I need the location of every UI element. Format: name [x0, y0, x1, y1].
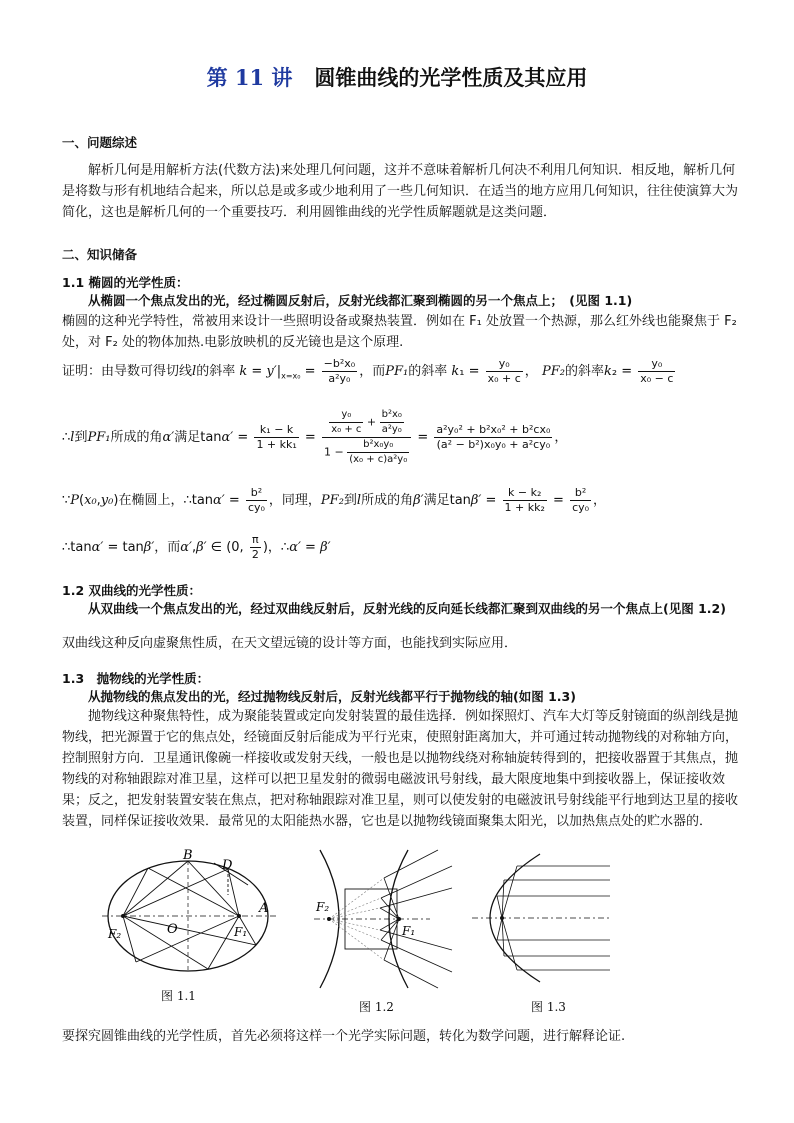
focus-f1: [397, 917, 401, 921]
focus-f1: [237, 914, 241, 918]
figure-1-1-ellipse: [96, 845, 286, 975]
focus-f2: [327, 917, 331, 921]
label-B: B: [183, 848, 193, 863]
proof-line-2: ∴l到PF₁所成的角α′满足tanα′ = $\frac{\text{k₁ − k}}{\text{1 + kk₁}}$ = $\frac{\text{y₀}}{\text{x₀ + c}}$ + $\frac{\text{b²x₀}}{\text{a²y₀}}$ 1 − $\frac{\text{b²x₀y₀}}{\text{(x₀ + c)a²y₀}}$ = $\frac{\text{a²y₀² + b²x₀² + b²cx₀}}{\text{(a² − b²)x₀y₀ + a²cy₀}}$ ，: [62, 409, 568, 465]
label-F1: F₁: [402, 924, 416, 938]
s12-heading: 1.2 双曲线的光学性质：: [62, 583, 201, 598]
caption-fig-1-3: 图 1.3: [531, 1000, 566, 1014]
s13-statement: 从抛物线的焦点发出的光，经过抛物线反射后，反射光线都平行于抛物线的轴(如图 1.3): [88, 689, 576, 704]
lecture-number: 第 11 讲: [206, 65, 293, 90]
reflection-rays: [123, 861, 256, 969]
proof-line-4: ∴tanα′ = tanβ′，而α′,β′ ∈ (0, $\frac{\pi}{2}$ )，∴α′ = β′: [62, 533, 331, 561]
s13-body: 抛物线这种聚焦特性，成为聚能装置或定向发射装置的最佳选择．例如探照灯、汽车大灯等反射镜面的纵剖线是抛物线，把光源置于它的焦点处，经镜面反射后能成为平行光束，使照射距离加大，并可通过转动抛物线的对称轴方向，控制照射方向．卫星通讯像碗一样接收或发射天线，一般也是以抛物线绕对称轴旋转得到的，把接收器置于其焦点，抛物线的对称轴跟踪对准卫星，这样可以把卫星发射的微弱电磁波讯号射线，最大限度地集中到接收器上，保证接收效果；反之，把发射装置安装在焦点，把对称轴跟踪对准卫星，则可以使发射的电磁波讯号射线能平行地到达卫星的接收装置，同样保证接收效果．最常见的太阳能热水器，它也是以抛物线镜面聚集太阳光，以加热焦点处的贮水器的．: [62, 709, 739, 829]
s11-body: 椭圆的这种光学特性，常被用来设计一些照明设备或聚热装置．例如在 F₁ 处放置一个热源，那么红外线也能聚焦于 F₂ 处，对 F₂ 处的物体加热.电影放映机的反光镜也是这个原理.: [62, 314, 737, 350]
label-A: A: [259, 901, 269, 916]
lecture-title: 圆锥曲线的光学性质及其应用: [314, 65, 588, 90]
figure-1-2-hyperbola: [312, 848, 462, 998]
focus-f2: [121, 914, 125, 918]
caption-fig-1-2: 图 1.2: [359, 1000, 394, 1014]
s11-statement: 从椭圆一个焦点发出的光，经过椭圆反射后，反射光线都汇聚到椭圆的另一个焦点上； (见图 1.1): [88, 293, 633, 308]
s13-heading: 1.3 抛物线的光学性质：: [62, 671, 210, 686]
proof-line-3: ∵P(x₀,y₀)在椭圆上，∴tanα′ = $\frac{\text{b²}}{\text{cy₀}}$ ，同理，PF₂到l所成的角β′满足tanβ′ = $\frac{\text{k − k₂}}{\text{1 + kk₂}}$ = $\frac{\text{b²}}{\text{cy₀}}$ ，: [62, 486, 607, 514]
s12-statement: 从双曲线一个焦点发出的光，经过双曲线反射后，反射光线的反向延长线都汇聚到双曲线的另一个焦点上(见图 1.2): [88, 601, 726, 616]
section1-heading: 一、问题综述: [62, 135, 138, 150]
figure-1-3-parabola: [470, 850, 620, 990]
label-F1: F₁: [234, 925, 248, 939]
label-F2: F₂: [316, 900, 330, 914]
s12-body: 双曲线这种反向虚聚焦性质，在天文望远镜的设计等方面，也能找到实际应用．: [62, 636, 518, 651]
page-title: [0, 62, 794, 92]
section2-heading: 二、知识储备: [62, 247, 138, 262]
label-O: O: [167, 922, 178, 937]
s11-heading: 1.1 椭圆的光学性质：: [62, 275, 189, 290]
label-F2: F₂: [108, 927, 122, 941]
caption-fig-1-1: 图 1.1: [161, 989, 196, 1003]
parabola-focus: [500, 916, 504, 920]
proof-line-1: 证明：由导数可得切线l的斜率 $k = y'|_{x=x_0}$ = $\frac{\text{−b²x₀}}{\text{a²y₀}}$ ，而PF₁的斜率 k₁ = $\frac{\text{y₀}}{\text{x₀ + c}}$ ， PF₂的斜率k₂ = $\frac{\text{y₀}}{\text{x₀ − c}}$: [62, 357, 674, 385]
section1-body: 解析几何是用解析方法(代数方法)来处理几何问题，这并不意味着解析几何决不利用几何知识．相反地，解析几何是将数与形有机地结合起来，所以总是或多或少地利用了一些几何知识．在适当的地方应用几何知识，往往使演算大为简化，这也是解析几何的一个重要技巧．利用圆锥曲线的光学性质解题就是这类问题．: [62, 163, 739, 220]
label-D: D: [222, 858, 233, 873]
closing-paragraph: 要探究圆锥曲线的光学性质，首先必须将这样一个光学实际问题，转化为数学问题，进行解释论证.: [62, 1029, 626, 1044]
